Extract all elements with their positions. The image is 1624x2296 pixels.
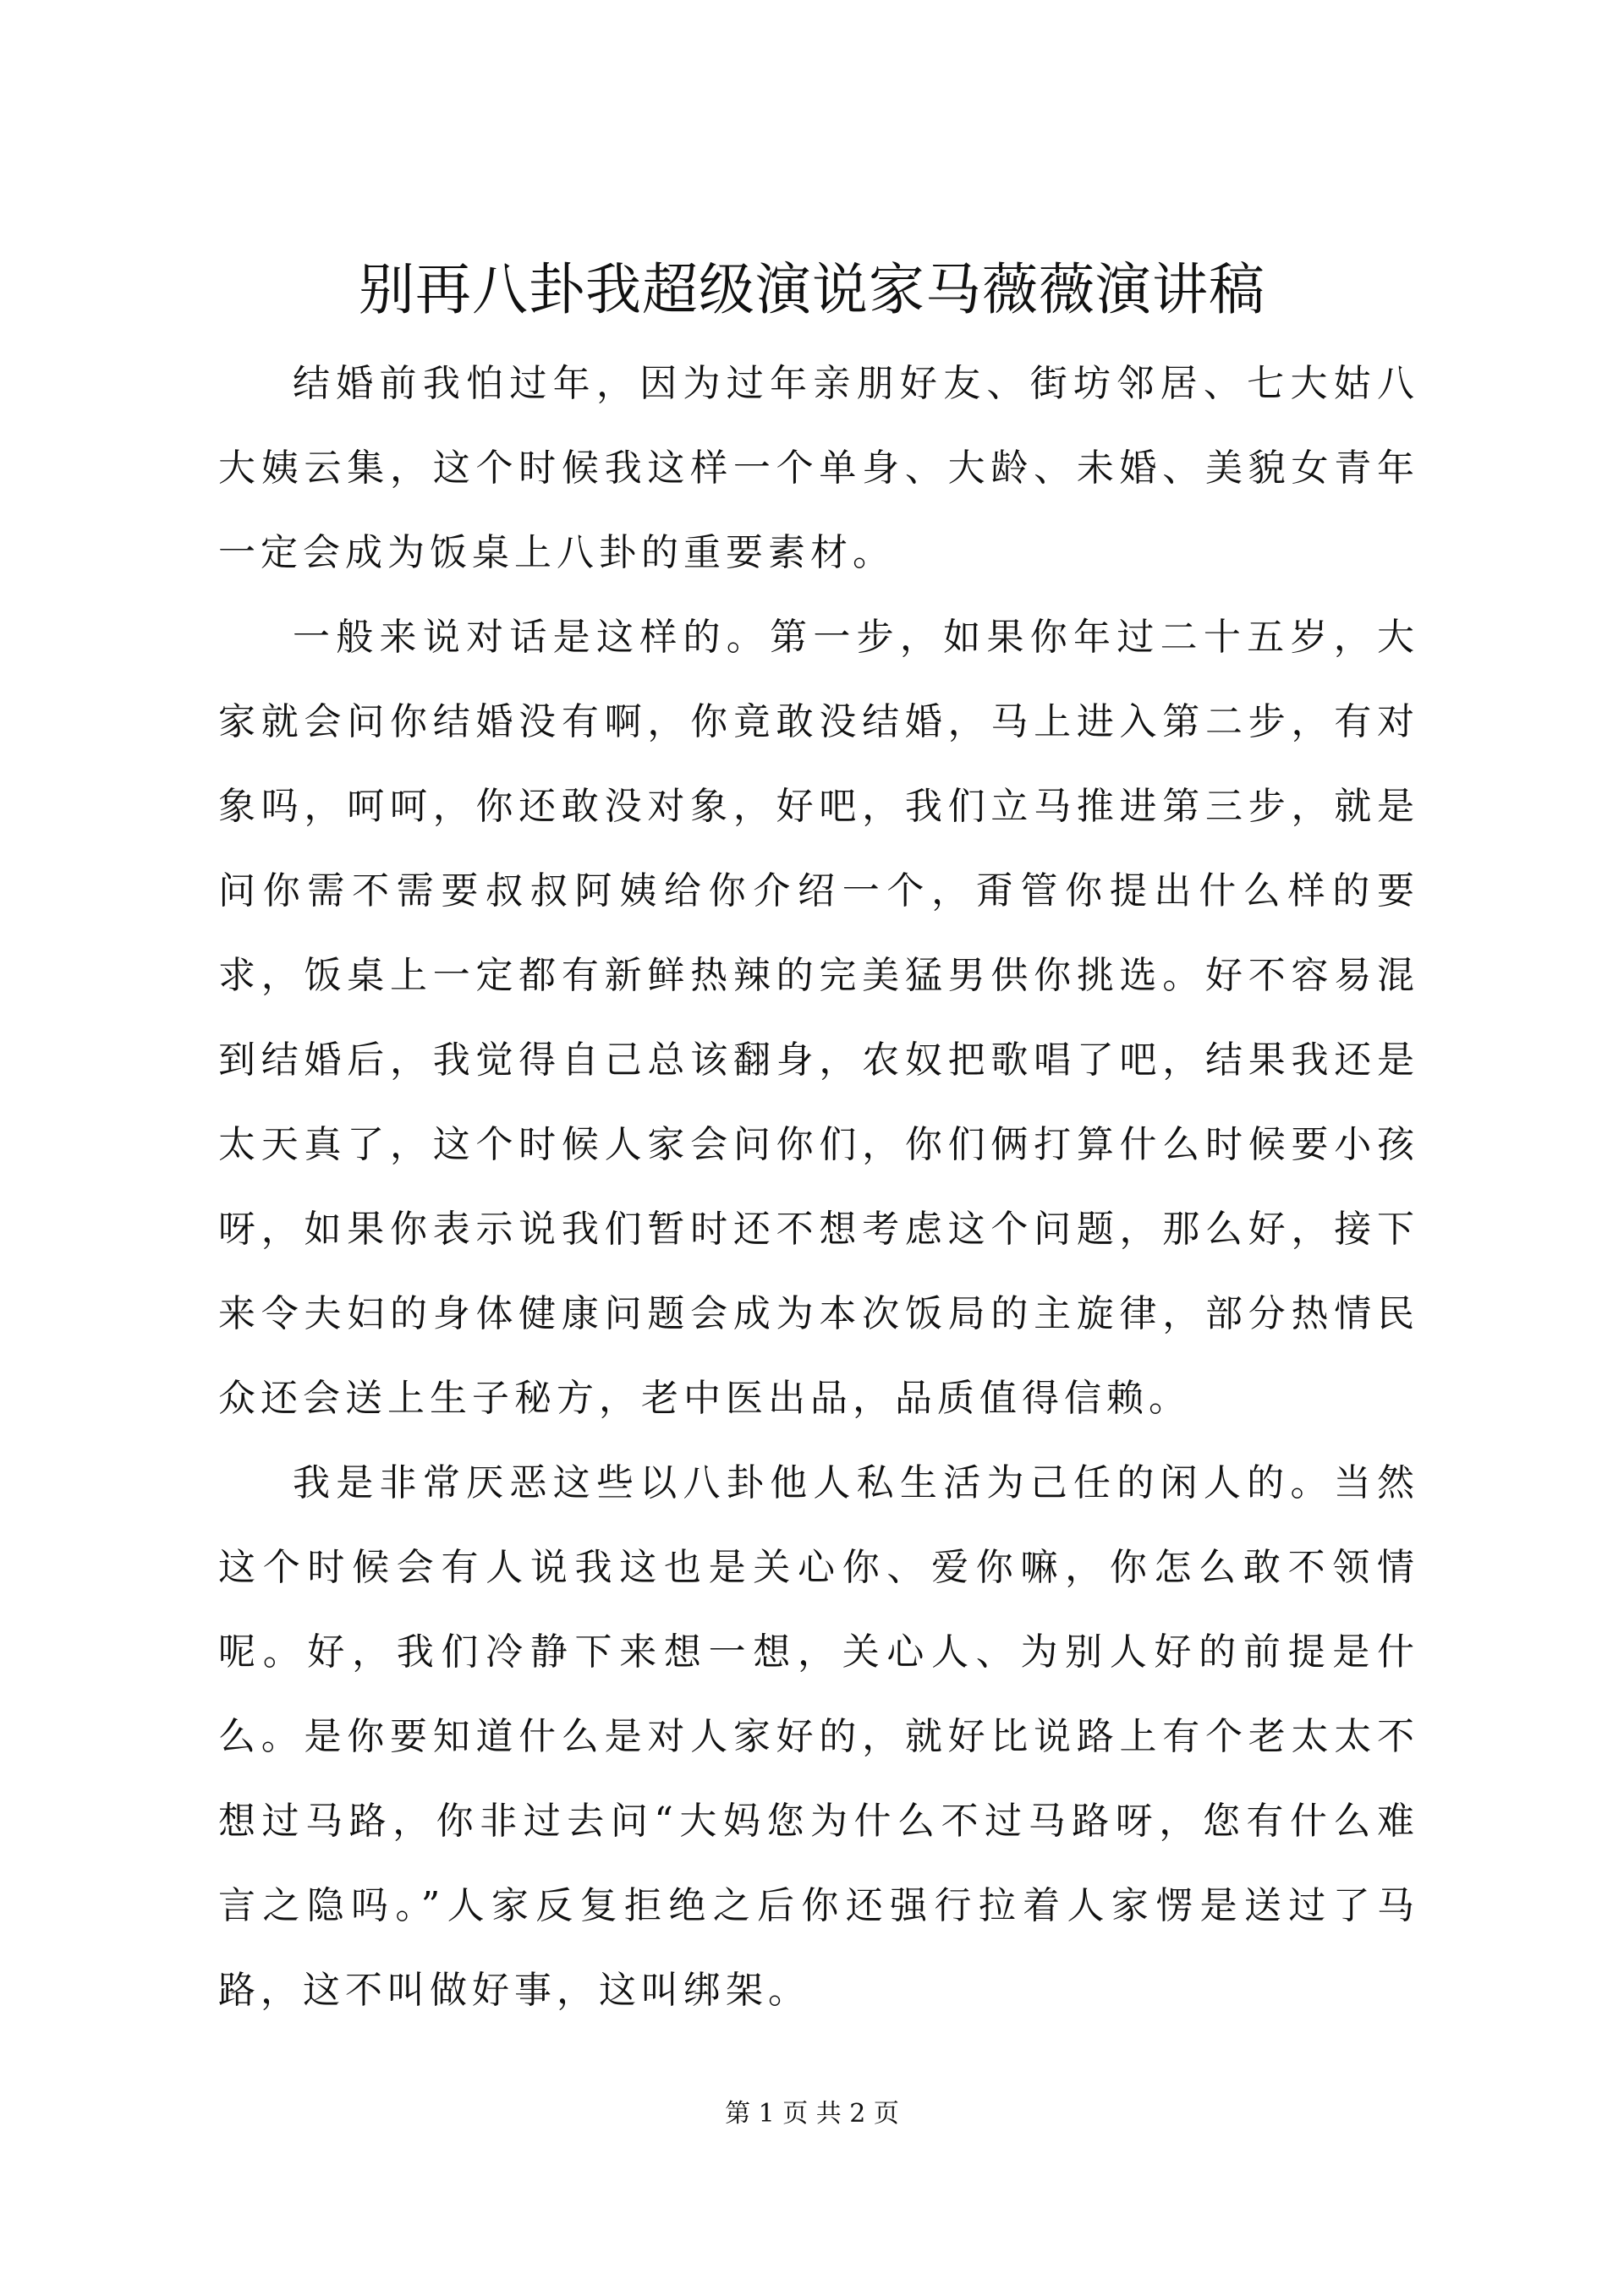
document-body (218, 342, 1419, 2033)
page-number: 第 1 页 共 2 页 (725, 2099, 899, 2129)
page-footer (0, 2097, 1624, 2131)
paragraph-2: 一般来说对话是这样的。第一步，如果你年过二十五岁，大家就会问你结婚没有啊，你竟敢没结婚，马上进入第二步，有对象吗，呵呵，你还敢没对象，好吧，我们立马推进第三步，就是问你需不需要叔叔阿姨给你介绍一个，甭管你提出什么样的要求，饭桌上一定都有新鲜热辣的完美猛男供你挑选。好不容易混到结婚后，我觉得自己总该翻身，农奴把歌唱了吧，结果我还是太天真了，这个时候人家会问你们，你们俩打算什么时候要小孩呀，如果你表示说我们暂时还不想考虑这个问题，那么好，接下来令夫妇的身体健康问题会成为本次饭局的主旋律，部分热情民众还会送上生子秘方，老中医出品，品质值得信赖。 (218, 616, 1419, 1420)
document-title: 别再八卦我超级演说家马薇薇演讲稿 (359, 257, 1265, 322)
paragraph-1: 结婚前我怕过年，因为过年亲朋好友、街坊邻居、七大姑八大姨云集，这个时候我这样一个单身、大龄、未婚、美貌女青年一定会成为饭桌上八卦的重要素材。 (218, 362, 1419, 574)
paragraph-3: 我是非常厌恶这些以八卦他人私生活为己任的闲人的。当然这个时候会有人说我这也是关心你、爱你嘛，你怎么敢不领情呢。好，我们冷静下来想一想，关心人、为别人好的前提是什么。是你要知道什么是对人家好的，就好比说路上有个老太太不想过马路，你非过去问“大妈您为什么不过马路呀，您有什么难言之隐吗。”人家反复拒绝之后你还强行拉着人家愣是送过了马路，这不叫做好事，这叫绑架。 (218, 1461, 1419, 2012)
